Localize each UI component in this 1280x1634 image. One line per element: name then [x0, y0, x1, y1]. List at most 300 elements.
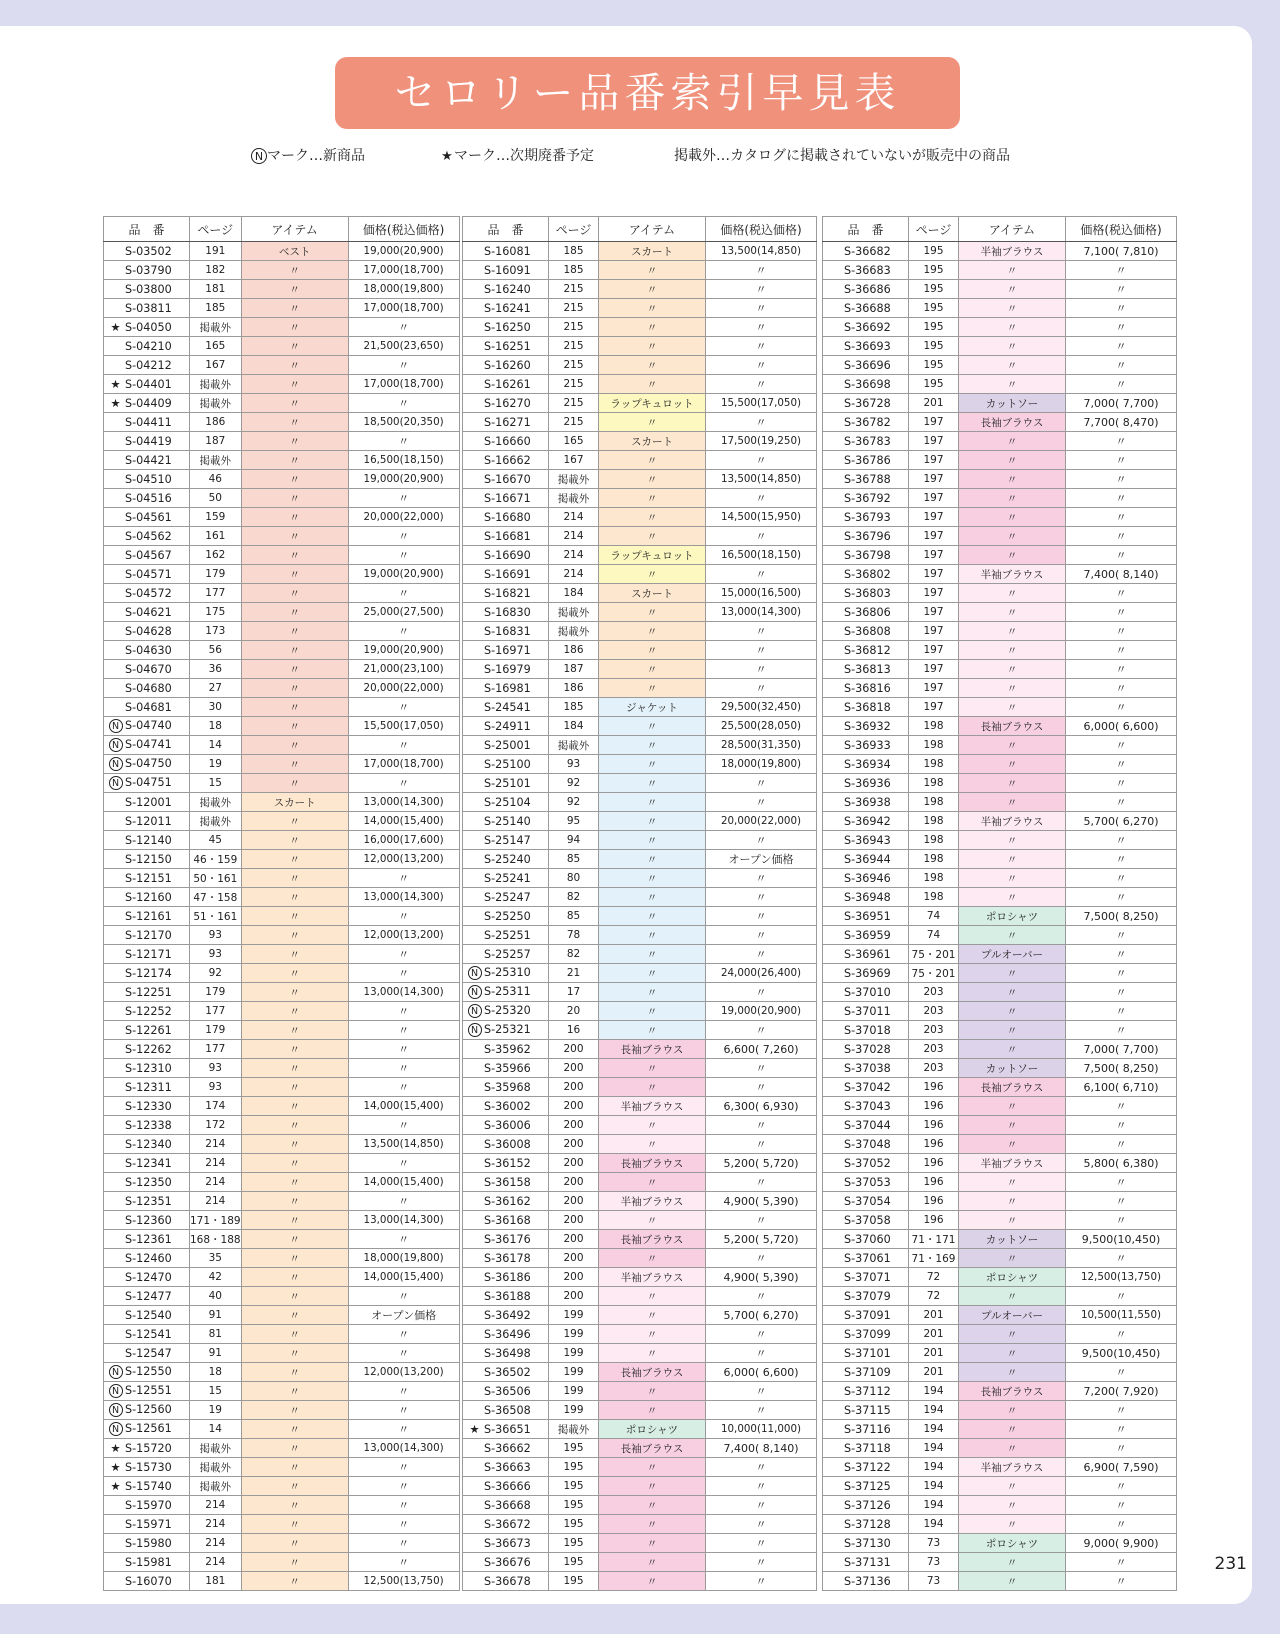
item-cell: 〃 [241, 850, 348, 869]
table-body [463, 242, 817, 1591]
product-number-cell [823, 1192, 909, 1211]
product-number-cell [104, 831, 190, 850]
price-cell: 〃 [706, 489, 817, 508]
product-number: S-15730 [125, 1460, 172, 1474]
new-mark-icon: N [468, 985, 482, 999]
page-cell: 197 [909, 413, 959, 432]
product-number: S-36728 [844, 396, 891, 410]
table-row [823, 413, 1177, 432]
page-cell: 73 [909, 1572, 959, 1591]
product-number: S-36688 [844, 301, 891, 315]
product-number-cell [823, 888, 909, 907]
item-cell: 〃 [241, 413, 348, 432]
page-cell: 198 [909, 831, 959, 850]
item-cell: 〃 [241, 1287, 348, 1306]
page-cell: 73 [909, 1553, 959, 1572]
product-number-cell [104, 964, 190, 983]
price-cell: 〃 [1066, 318, 1177, 337]
price-cell: 〃 [348, 1192, 459, 1211]
product-number: S-36188 [484, 1289, 531, 1303]
product-number-cell [463, 660, 549, 679]
table-row [104, 926, 460, 945]
item-cell: 半袖ブラウス [959, 565, 1066, 584]
product-number-cell [463, 299, 549, 318]
item-cell: 〃 [959, 356, 1066, 375]
item-cell: 〃 [599, 565, 706, 584]
price-cell: 〃 [348, 736, 459, 755]
product-number: S-37010 [844, 985, 891, 999]
page-cell: 167 [549, 451, 599, 470]
product-number: S-12011 [125, 814, 172, 828]
product-number: S-36506 [484, 1384, 531, 1398]
page-cell: 掲載外 [190, 318, 242, 337]
table-row [823, 470, 1177, 489]
item-cell: 〃 [599, 1287, 706, 1306]
page-cell: 214 [190, 1515, 242, 1534]
item-cell: 〃 [959, 337, 1066, 356]
price-cell: 〃 [706, 869, 817, 888]
table-row [104, 242, 460, 261]
product-number-cell [463, 1078, 549, 1097]
table-body [104, 242, 460, 1591]
table-row [104, 527, 460, 546]
page-cell: 172 [190, 1116, 242, 1135]
product-number: S-36806 [844, 605, 891, 619]
product-number-cell [463, 1344, 549, 1363]
page-cell: 195 [909, 356, 959, 375]
product-number: S-36683 [844, 263, 891, 277]
page-cell: 18 [190, 1363, 242, 1382]
page-cell: 195 [909, 299, 959, 318]
page-cell: 167 [190, 356, 242, 375]
item-cell: 半袖ブラウス [959, 242, 1066, 261]
page-cell: 194 [909, 1439, 959, 1458]
product-number-cell [823, 755, 909, 774]
product-number: S-36813 [844, 662, 891, 676]
price-cell: 〃 [706, 1458, 817, 1477]
product-number-cell [463, 1496, 549, 1515]
product-number-cell [823, 1040, 909, 1059]
page-cell: 掲載外 [190, 793, 242, 812]
item-cell: 〃 [959, 622, 1066, 641]
price-cell: 6,600( 7,260) [706, 1040, 817, 1059]
item-cell: 〃 [241, 1344, 348, 1363]
product-number: S-04571 [125, 567, 172, 581]
table-row [463, 413, 817, 432]
status-mark [106, 1480, 125, 1493]
item-cell: 〃 [599, 1477, 706, 1496]
status-mark [106, 1461, 125, 1474]
product-number-cell [463, 831, 549, 850]
page-cell: 199 [549, 1344, 599, 1363]
price-cell: 21,500(23,650) [348, 337, 459, 356]
product-number: S-37130 [844, 1536, 891, 1550]
item-cell: ポロシャツ [959, 1534, 1066, 1553]
product-number-cell [104, 242, 190, 261]
product-number-cell [463, 1249, 549, 1268]
product-number-cell [104, 1553, 190, 1572]
price-cell: 7,500( 8,250) [1066, 1059, 1177, 1078]
table-row [104, 1097, 460, 1116]
product-number: S-36946 [844, 871, 891, 885]
table-row [823, 1211, 1177, 1230]
page-cell: 173 [190, 622, 242, 641]
price-cell: 〃 [706, 318, 817, 337]
table-row [104, 280, 460, 299]
table-row [463, 1116, 817, 1135]
item-cell: 〃 [959, 1116, 1066, 1135]
product-number-cell [104, 945, 190, 964]
product-number-cell [823, 356, 909, 375]
page-cell: 203 [909, 1021, 959, 1040]
price-cell: 〃 [348, 1344, 459, 1363]
item-cell: カットソー [959, 1059, 1066, 1078]
product-number: S-25147 [484, 833, 531, 847]
price-cell: 〃 [1066, 774, 1177, 793]
product-number: S-04212 [125, 358, 172, 372]
item-cell: 〃 [959, 1515, 1066, 1534]
table-row [463, 1097, 817, 1116]
page-cell: 74 [909, 907, 959, 926]
product-number: S-16821 [484, 586, 531, 600]
price-cell: 〃 [706, 660, 817, 679]
item-cell: 〃 [959, 470, 1066, 489]
item-cell: 〃 [959, 1287, 1066, 1306]
page-cell: 掲載外 [549, 1420, 599, 1439]
product-number-cell [104, 337, 190, 356]
page-cell: 195 [549, 1496, 599, 1515]
table-row [823, 1420, 1177, 1439]
page-cell: 200 [549, 1078, 599, 1097]
table-row [104, 698, 460, 717]
item-cell: 〃 [959, 584, 1066, 603]
product-number-cell [104, 1040, 190, 1059]
product-number: S-25251 [484, 928, 531, 942]
page-cell: 72 [909, 1287, 959, 1306]
price-cell: 〃 [1066, 356, 1177, 375]
item-cell: 〃 [241, 1268, 348, 1287]
price-cell: 〃 [1066, 983, 1177, 1002]
table-row [463, 1268, 817, 1287]
product-number: S-36942 [844, 814, 891, 828]
table-row [463, 356, 817, 375]
page-cell: 50・161 [190, 869, 242, 888]
product-number-cell [823, 926, 909, 945]
product-number-cell [463, 470, 549, 489]
product-number-cell [463, 736, 549, 755]
table-row [104, 1154, 460, 1173]
product-number-cell [463, 717, 549, 736]
price-cell: 〃 [1066, 375, 1177, 394]
product-number-cell [104, 1344, 190, 1363]
item-cell: 長袖ブラウス [599, 1439, 706, 1458]
item-cell: 〃 [959, 1553, 1066, 1572]
price-cell: 〃 [1066, 470, 1177, 489]
price-cell: 〃 [348, 1287, 459, 1306]
item-cell: 〃 [599, 622, 706, 641]
page-cell: 15 [190, 774, 242, 793]
table-row [104, 1116, 460, 1135]
item-cell: 〃 [599, 888, 706, 907]
price-cell: 〃 [706, 679, 817, 698]
product-number-cell [823, 1515, 909, 1534]
product-number-cell [463, 394, 549, 413]
product-number: S-36782 [844, 415, 891, 429]
price-cell: 〃 [348, 1078, 459, 1097]
item-cell: 〃 [241, 1496, 348, 1515]
product-number: S-37118 [844, 1441, 891, 1455]
price-cell: 13,500(14,850) [706, 470, 817, 489]
header-page: ページ [190, 217, 242, 242]
page-cell: 194 [909, 1420, 959, 1439]
product-number: S-37091 [844, 1308, 891, 1322]
table-row [463, 717, 817, 736]
item-cell: 〃 [599, 831, 706, 850]
product-number-cell [104, 1458, 190, 1477]
item-cell: 半袖ブラウス [599, 1268, 706, 1287]
price-cell: 〃 [706, 641, 817, 660]
product-number-cell [463, 964, 549, 983]
product-number-cell [104, 1420, 190, 1439]
table-row [104, 394, 460, 413]
price-cell: 5,700( 6,270) [706, 1306, 817, 1325]
product-number-cell [823, 584, 909, 603]
table-row [463, 565, 817, 584]
price-cell: 〃 [706, 1135, 817, 1154]
status-mark [465, 1023, 484, 1037]
product-number-cell [104, 793, 190, 812]
price-cell: 12,000(13,200) [348, 1363, 459, 1382]
item-cell: 長袖ブラウス [599, 1154, 706, 1173]
item-cell: ポロシャツ [959, 1268, 1066, 1287]
product-number: S-36803 [844, 586, 891, 600]
item-cell: 半袖ブラウス [959, 1458, 1066, 1477]
product-number-cell [823, 1420, 909, 1439]
page-cell: 195 [549, 1515, 599, 1534]
page-cell: 200 [549, 1287, 599, 1306]
product-number-cell [463, 337, 549, 356]
price-cell: 〃 [348, 1515, 459, 1534]
price-cell: 〃 [1066, 1401, 1177, 1420]
page-cell: 200 [549, 1268, 599, 1287]
price-cell: 〃 [348, 1477, 459, 1496]
table-row [104, 413, 460, 432]
product-number-cell [823, 1572, 909, 1591]
page-cell: 200 [549, 1097, 599, 1116]
page-cell: 199 [549, 1325, 599, 1344]
price-cell: 13,000(14,300) [706, 603, 817, 622]
product-number-cell [463, 1534, 549, 1553]
table-row [463, 964, 817, 983]
star-icon: ★ [110, 1460, 121, 1474]
item-cell: 〃 [599, 1515, 706, 1534]
item-cell: 〃 [241, 660, 348, 679]
header-product-number: 品 番 [104, 217, 190, 242]
page-cell: 182 [190, 261, 242, 280]
page-cell: 17 [549, 983, 599, 1002]
product-number: S-37011 [844, 1004, 891, 1018]
table-row [823, 1344, 1177, 1363]
table-row [463, 394, 817, 413]
price-cell: 〃 [706, 1496, 817, 1515]
page-cell: 50 [190, 489, 242, 508]
page-cell: 93 [190, 1078, 242, 1097]
product-number: S-37131 [844, 1555, 891, 1569]
item-cell: 〃 [241, 1135, 348, 1154]
product-number-cell [823, 907, 909, 926]
item-cell: 〃 [241, 641, 348, 660]
item-cell: 〃 [241, 1249, 348, 1268]
item-cell: 長袖ブラウス [959, 1078, 1066, 1097]
table-row [823, 603, 1177, 622]
product-number: S-12151 [125, 871, 172, 885]
product-number-cell [823, 1401, 909, 1420]
table-row [823, 1496, 1177, 1515]
page-cell: 165 [549, 432, 599, 451]
product-number-cell [463, 584, 549, 603]
product-number: S-36944 [844, 852, 891, 866]
product-number: S-37071 [844, 1270, 891, 1284]
page-cell: 47・158 [190, 888, 242, 907]
product-number-cell [823, 280, 909, 299]
page-cell: 199 [549, 1363, 599, 1382]
table-row [104, 299, 460, 318]
table-row [823, 394, 1177, 413]
price-cell: 〃 [1066, 698, 1177, 717]
product-number: S-12351 [125, 1194, 172, 1208]
table-row [104, 1230, 460, 1249]
table-row [823, 1154, 1177, 1173]
product-number: S-36676 [484, 1555, 531, 1569]
product-number: S-36812 [844, 643, 891, 657]
price-cell: 〃 [1066, 755, 1177, 774]
table-row [823, 660, 1177, 679]
item-cell: 〃 [959, 736, 1066, 755]
product-number: S-16671 [484, 491, 531, 505]
table-row [463, 907, 817, 926]
price-cell: 7,200( 7,920) [1066, 1382, 1177, 1401]
price-cell: 9,500(10,450) [1066, 1344, 1177, 1363]
item-cell: 長袖ブラウス [599, 1363, 706, 1382]
product-number: S-03800 [125, 282, 172, 296]
product-number-cell [104, 1306, 190, 1325]
product-number-cell [823, 1268, 909, 1287]
page-cell: 175 [190, 603, 242, 622]
product-number-cell [823, 1002, 909, 1021]
price-cell: 〃 [1066, 641, 1177, 660]
product-number: S-12338 [125, 1118, 172, 1132]
product-number: S-16690 [484, 548, 531, 562]
price-cell: 〃 [1066, 432, 1177, 451]
table-row [463, 603, 817, 622]
product-number: S-16691 [484, 567, 531, 581]
price-cell: 〃 [348, 318, 459, 337]
table-row [823, 527, 1177, 546]
product-number: S-36793 [844, 510, 891, 524]
page-cell: 194 [909, 1477, 959, 1496]
product-number: S-04740 [125, 719, 172, 732]
page-cell: 184 [549, 717, 599, 736]
price-cell: 13,000(14,300) [348, 793, 459, 812]
price-cell: 〃 [1066, 1173, 1177, 1192]
page-cell: 197 [909, 698, 959, 717]
status-mark [106, 1365, 125, 1379]
product-number: S-36492 [484, 1308, 531, 1322]
new-mark-icon: N [109, 719, 123, 733]
price-cell: 〃 [348, 964, 459, 983]
item-cell: 〃 [599, 679, 706, 698]
product-number: S-04572 [125, 586, 172, 600]
product-number: S-36933 [844, 738, 891, 752]
price-cell: 〃 [348, 356, 459, 375]
page-cell: 203 [909, 1040, 959, 1059]
table-row [463, 812, 817, 831]
product-number: S-36186 [484, 1270, 531, 1284]
price-cell: 29,500(32,450) [706, 698, 817, 717]
product-number-cell [823, 1363, 909, 1382]
product-number: S-35968 [484, 1080, 531, 1094]
price-cell: 13,000(14,300) [348, 1439, 459, 1458]
item-cell: 〃 [241, 1458, 348, 1477]
product-number-cell [463, 1002, 549, 1021]
page-cell: 177 [190, 584, 242, 603]
table-row [823, 1078, 1177, 1097]
item-cell: 〃 [959, 1363, 1066, 1382]
table-row [104, 1363, 460, 1382]
page-cell: 214 [190, 1534, 242, 1553]
page-cell: 18 [190, 717, 242, 736]
item-cell: 〃 [241, 1534, 348, 1553]
table-row [104, 1420, 460, 1439]
table-row [104, 660, 460, 679]
price-cell: 〃 [348, 1040, 459, 1059]
product-number-cell [463, 1173, 549, 1192]
price-cell: 6,000( 6,600) [706, 1363, 817, 1382]
page-cell: 42 [190, 1268, 242, 1287]
product-number: S-37028 [844, 1042, 891, 1056]
item-cell: 〃 [599, 1325, 706, 1344]
price-cell: 6,000( 6,600) [1066, 717, 1177, 736]
item-cell: 〃 [959, 1173, 1066, 1192]
product-number: S-04516 [125, 491, 172, 505]
price-cell: 〃 [706, 1515, 817, 1534]
page-title: セロリー品番索引早見表 [335, 57, 960, 129]
table-row [104, 907, 460, 926]
product-number: S-37136 [844, 1574, 891, 1588]
product-number-cell [823, 964, 909, 983]
product-number-cell [104, 1230, 190, 1249]
page-cell: 197 [909, 584, 959, 603]
page-cell: 185 [190, 299, 242, 318]
product-number: S-36693 [844, 339, 891, 353]
product-number: S-36936 [844, 776, 891, 790]
product-number: S-12261 [125, 1023, 172, 1037]
status-mark [465, 966, 484, 980]
page-cell: 掲載外 [190, 1439, 242, 1458]
product-number: S-12547 [125, 1346, 172, 1360]
item-cell: 〃 [959, 432, 1066, 451]
item-cell: 〃 [959, 926, 1066, 945]
table-row [463, 1040, 817, 1059]
product-number: S-04561 [125, 510, 172, 524]
product-number-cell [104, 1135, 190, 1154]
header-product-number: 品 番 [463, 217, 549, 242]
table-row [463, 527, 817, 546]
product-number: S-16070 [125, 1574, 172, 1588]
table-row [823, 1002, 1177, 1021]
product-number-cell [823, 831, 909, 850]
table-row [823, 850, 1177, 869]
